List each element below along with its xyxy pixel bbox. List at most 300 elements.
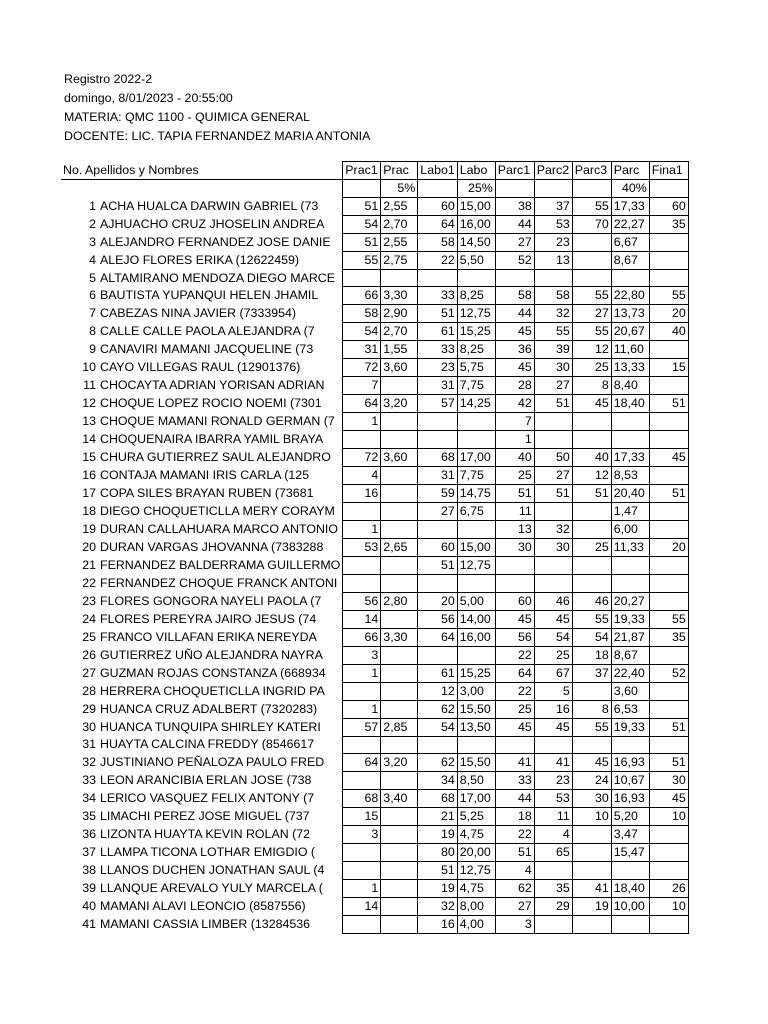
fina1-cell bbox=[649, 252, 688, 270]
labo1-cell: 61 bbox=[418, 664, 457, 682]
parc1-cell: 25 bbox=[495, 700, 534, 718]
weight-prac1 bbox=[343, 180, 381, 198]
table-row bbox=[61, 557, 688, 575]
prac1-cell: 55 bbox=[343, 252, 381, 270]
parc3-cell: 24 bbox=[572, 772, 611, 790]
parc2-cell: 54 bbox=[534, 628, 572, 646]
table-row bbox=[61, 503, 688, 521]
prac-cell: 1,55 bbox=[381, 341, 418, 359]
parc2-cell: 51 bbox=[534, 485, 572, 503]
labo-cell: 16,00 bbox=[457, 216, 495, 234]
labo1-cell bbox=[418, 270, 457, 287]
student-name: FLORES PEREYRA JAIRO JESUS (74 bbox=[100, 611, 317, 626]
table-row bbox=[61, 234, 688, 252]
fina1-cell bbox=[649, 413, 688, 431]
parc-cell: 8,53 bbox=[611, 467, 649, 485]
parc1-cell: 60 bbox=[495, 592, 534, 610]
labo-cell: 4,75 bbox=[457, 880, 495, 898]
labo-cell: 8,25 bbox=[457, 287, 495, 305]
student-name: FRANCO VILLAFAN ERIKA NEREYDA bbox=[100, 629, 317, 644]
parc3-cell bbox=[572, 862, 611, 880]
prac1-cell: 1 bbox=[343, 664, 381, 682]
parc3-cell: 25 bbox=[572, 539, 611, 557]
prac1-cell: 72 bbox=[343, 359, 381, 377]
labo-cell: 17,00 bbox=[457, 790, 495, 808]
parc1-cell: 40 bbox=[495, 449, 534, 467]
parc1-cell: 41 bbox=[495, 754, 534, 772]
prac-cell bbox=[381, 431, 418, 449]
fina1-cell bbox=[649, 503, 688, 521]
parc2-cell: 25 bbox=[534, 646, 572, 664]
parc2-cell: 65 bbox=[534, 844, 572, 862]
parc3-cell bbox=[572, 826, 611, 844]
labo-cell: 5,75 bbox=[457, 359, 495, 377]
prac-cell bbox=[381, 844, 418, 862]
student-name: GUZMAN ROJAS CONSTANZA (668934 bbox=[100, 665, 326, 680]
fina1-cell: 45 bbox=[649, 790, 688, 808]
table-row bbox=[61, 736, 688, 753]
student-name: LLAMPA TICONA LOTHAR EMIGDIO ( bbox=[100, 845, 316, 860]
parc3-cell: 27 bbox=[572, 305, 611, 323]
student-name: HERRERA CHOQUETICLLA INGRID PA bbox=[100, 683, 325, 698]
student-name: GUTIERREZ UÑO ALEJANDRA NAYRA bbox=[100, 647, 323, 662]
prac-cell bbox=[381, 682, 418, 700]
prac-cell: 2,65 bbox=[381, 539, 418, 557]
fina1-cell bbox=[649, 646, 688, 664]
labo1-cell bbox=[418, 521, 457, 539]
parc3-cell bbox=[572, 916, 611, 934]
prac1-cell: 72 bbox=[343, 449, 381, 467]
student-name: ALTAMIRANO MENDOZA DIEGO MARCE bbox=[100, 270, 335, 285]
prac-cell bbox=[381, 736, 418, 753]
prac1-cell bbox=[343, 772, 381, 790]
prac1-cell: 66 bbox=[343, 287, 381, 305]
prac1-cell: 1 bbox=[343, 880, 381, 898]
table-row bbox=[61, 646, 688, 664]
fina1-cell: 10 bbox=[649, 808, 688, 826]
parc3-cell: 55 bbox=[572, 610, 611, 628]
table-row bbox=[61, 754, 688, 772]
labo-cell: 20,00 bbox=[457, 844, 495, 862]
labo-cell: 8,50 bbox=[457, 772, 495, 790]
parc-cell: 3,47 bbox=[611, 826, 649, 844]
prac-cell bbox=[381, 485, 418, 503]
prac1-cell: 66 bbox=[343, 628, 381, 646]
table-row bbox=[61, 700, 688, 718]
parc-cell: 1,47 bbox=[611, 503, 649, 521]
parc3-cell: 46 bbox=[572, 592, 611, 610]
prac-cell bbox=[381, 664, 418, 682]
parc1-cell: 13 bbox=[495, 521, 534, 539]
fina1-cell bbox=[649, 736, 688, 753]
labo-cell bbox=[457, 575, 495, 592]
parc-cell: 6,67 bbox=[611, 234, 649, 252]
student-name: FLORES GONGORA NAYELI PAOLA (7 bbox=[100, 593, 322, 608]
table-row bbox=[61, 198, 688, 216]
parc-cell: 5,20 bbox=[611, 808, 649, 826]
labo-cell: 5,50 bbox=[457, 252, 495, 270]
row-number: 35 bbox=[82, 809, 96, 824]
parc3-cell bbox=[572, 682, 611, 700]
prac-cell bbox=[381, 646, 418, 664]
parc2-cell: 58 bbox=[534, 287, 572, 305]
parc3-cell: 10 bbox=[572, 808, 611, 826]
table-row bbox=[61, 323, 688, 341]
fina1-cell bbox=[649, 431, 688, 449]
weight-parc: 40% bbox=[611, 180, 649, 198]
prac-cell bbox=[381, 377, 418, 395]
parc-cell bbox=[611, 736, 649, 753]
parc3-cell bbox=[572, 270, 611, 287]
fina1-cell bbox=[649, 826, 688, 844]
student-name: COPA SILES BRAYAN RUBEN (73681 bbox=[100, 486, 314, 501]
row-number: 38 bbox=[82, 863, 96, 878]
prac-cell: 3,40 bbox=[381, 790, 418, 808]
fina1-cell bbox=[649, 700, 688, 718]
student-name: CHOQUENAIRA IBARRA YAMIL BRAYA bbox=[100, 432, 324, 447]
parc-cell: 19,33 bbox=[611, 718, 649, 736]
table-row bbox=[61, 808, 688, 826]
parc-cell bbox=[611, 862, 649, 880]
prac-cell bbox=[381, 575, 418, 592]
prac-cell bbox=[381, 467, 418, 485]
labo-cell: 15,50 bbox=[457, 754, 495, 772]
student-name: CHOCAYTA ADRIAN YORISAN ADRIAN bbox=[100, 378, 325, 393]
parc3-cell bbox=[572, 503, 611, 521]
parc-cell: 6,00 bbox=[611, 521, 649, 539]
parc-cell: 10,00 bbox=[611, 898, 649, 916]
student-name: FERNANDEZ BALDERRAMA GUILLERMO bbox=[100, 558, 341, 573]
prac-cell bbox=[381, 916, 418, 934]
prac1-cell: 53 bbox=[343, 539, 381, 557]
row-number: 2 bbox=[89, 217, 96, 231]
parc3-cell bbox=[572, 413, 611, 431]
prac1-cell: 3 bbox=[343, 826, 381, 844]
parc3-cell bbox=[572, 252, 611, 270]
parc1-cell: 36 bbox=[495, 341, 534, 359]
labo1-cell: 57 bbox=[418, 395, 457, 413]
prac-cell: 2,55 bbox=[381, 198, 418, 216]
student-name: CABEZAS NINA JAVIER (7333954) bbox=[100, 306, 297, 321]
row-number: 29 bbox=[82, 701, 96, 716]
parc3-cell: 45 bbox=[572, 395, 611, 413]
prac1-cell: 58 bbox=[343, 305, 381, 323]
student-name: LEON ARANCIBIA ERLAN JOSE (738 bbox=[100, 773, 312, 788]
parc1-cell: 38 bbox=[495, 198, 534, 216]
parc2-cell: 32 bbox=[534, 305, 572, 323]
parc1-cell: 1 bbox=[495, 431, 534, 449]
parc-cell bbox=[611, 575, 649, 592]
labo-cell: 15,50 bbox=[457, 700, 495, 718]
parc2-cell bbox=[534, 431, 572, 449]
labo-cell: 12,75 bbox=[457, 557, 495, 575]
parc1-cell: 11 bbox=[495, 503, 534, 521]
fina1-cell: 26 bbox=[649, 880, 688, 898]
prac-cell bbox=[381, 521, 418, 539]
parc3-cell: 55 bbox=[572, 198, 611, 216]
row-number: 17 bbox=[82, 486, 96, 501]
parc3-cell bbox=[572, 575, 611, 592]
fina1-cell bbox=[649, 592, 688, 610]
student-name: CHURA GUTIERREZ SAUL ALEJANDRO bbox=[100, 450, 331, 465]
prac-cell: 3,60 bbox=[381, 359, 418, 377]
prac1-cell bbox=[343, 862, 381, 880]
teacher-line: DOCENTE: LIC. TAPIA FERNANDEZ MARIA ANTONIA bbox=[64, 129, 371, 143]
parc3-cell: 70 bbox=[572, 216, 611, 234]
prac-cell: 2,55 bbox=[381, 234, 418, 252]
parc-cell: 22,80 bbox=[611, 287, 649, 305]
parc-cell: 16,93 bbox=[611, 754, 649, 772]
prac1-cell: 1 bbox=[343, 413, 381, 431]
labo-cell bbox=[457, 521, 495, 539]
labo-cell: 5,25 bbox=[457, 808, 495, 826]
labo1-cell: 51 bbox=[418, 305, 457, 323]
prac-cell bbox=[381, 503, 418, 521]
student-name: DURAN VARGAS JHOVANNA (7383288 bbox=[100, 540, 324, 555]
labo1-cell: 64 bbox=[418, 216, 457, 234]
parc2-cell: 32 bbox=[534, 521, 572, 539]
labo-cell bbox=[457, 413, 495, 431]
row-number: 20 bbox=[82, 540, 96, 555]
student-name: LIZONTA HUAYTA KEVIN ROLAN (72 bbox=[100, 827, 311, 842]
fina1-cell: 52 bbox=[649, 664, 688, 682]
parc3-cell: 40 bbox=[572, 449, 611, 467]
labo-cell: 14,25 bbox=[457, 395, 495, 413]
table-row bbox=[61, 395, 688, 413]
labo-cell: 14,00 bbox=[457, 610, 495, 628]
parc3-cell: 30 bbox=[572, 790, 611, 808]
table-row bbox=[61, 790, 688, 808]
table-row bbox=[61, 628, 688, 646]
parc-cell: 8,67 bbox=[611, 646, 649, 664]
student-name: AJHUACHO CRUZ JHOSELIN ANDREA bbox=[100, 217, 325, 231]
table-row bbox=[61, 377, 688, 395]
fina1-cell: 10 bbox=[649, 898, 688, 916]
parc1-cell: 28 bbox=[495, 377, 534, 395]
parc1-cell: 56 bbox=[495, 628, 534, 646]
labo1-cell: 31 bbox=[418, 467, 457, 485]
labo-cell: 12,75 bbox=[457, 305, 495, 323]
weight-labo: 25% bbox=[457, 180, 495, 198]
fina1-cell bbox=[649, 862, 688, 880]
labo-cell: 4,75 bbox=[457, 826, 495, 844]
row-number: 23 bbox=[82, 593, 96, 608]
row-number: 22 bbox=[82, 576, 96, 591]
parc-cell: 8,67 bbox=[611, 252, 649, 270]
table-row bbox=[61, 485, 688, 503]
parc-cell: 13,73 bbox=[611, 305, 649, 323]
table-row bbox=[61, 216, 688, 234]
parc1-cell: 22 bbox=[495, 646, 534, 664]
fina1-cell bbox=[649, 341, 688, 359]
labo1-cell bbox=[418, 736, 457, 753]
labo-cell: 7,75 bbox=[457, 467, 495, 485]
row-number: 27 bbox=[82, 665, 96, 680]
parc2-cell: 23 bbox=[534, 234, 572, 252]
fina1-cell bbox=[649, 270, 688, 287]
fina1-cell: 45 bbox=[649, 449, 688, 467]
parc1-cell: 25 bbox=[495, 467, 534, 485]
labo1-cell: 19 bbox=[418, 826, 457, 844]
labo1-cell: 34 bbox=[418, 772, 457, 790]
prac1-cell bbox=[343, 682, 381, 700]
prac1-cell bbox=[343, 736, 381, 753]
parc1-cell: 58 bbox=[495, 287, 534, 305]
labo-cell: 17,00 bbox=[457, 449, 495, 467]
prac1-cell bbox=[343, 916, 381, 934]
prac-cell: 3,20 bbox=[381, 395, 418, 413]
fina1-cell bbox=[649, 916, 688, 934]
parc3-cell: 55 bbox=[572, 718, 611, 736]
parc2-cell bbox=[534, 916, 572, 934]
parc3-cell: 51 bbox=[572, 485, 611, 503]
parc1-cell bbox=[495, 557, 534, 575]
parc2-cell: 51 bbox=[534, 395, 572, 413]
row-number: 10 bbox=[82, 360, 96, 375]
parc-cell: 20,40 bbox=[611, 485, 649, 503]
parc3-cell bbox=[572, 431, 611, 449]
prac1-cell: 15 bbox=[343, 808, 381, 826]
column-header-fina1: Fina1 bbox=[649, 162, 688, 180]
labo-cell bbox=[457, 431, 495, 449]
labo1-cell: 22 bbox=[418, 252, 457, 270]
parc-cell: 20,27 bbox=[611, 592, 649, 610]
labo1-cell: 56 bbox=[418, 610, 457, 628]
parc1-cell: 27 bbox=[495, 234, 534, 252]
prac-cell: 3,30 bbox=[381, 287, 418, 305]
student-name: LLANOS DUCHEN JONATHAN SAUL (4 bbox=[100, 863, 325, 878]
parc2-cell: 35 bbox=[534, 880, 572, 898]
labo1-cell: 33 bbox=[418, 341, 457, 359]
prac1-cell: 14 bbox=[343, 898, 381, 916]
column-header-name: No. Apellidos y Nombres bbox=[63, 162, 199, 177]
table-row bbox=[61, 664, 688, 682]
prac-cell bbox=[381, 270, 418, 287]
parc2-cell: 29 bbox=[534, 898, 572, 916]
parc1-cell: 4 bbox=[495, 862, 534, 880]
labo1-cell: 61 bbox=[418, 323, 457, 341]
parc1-cell: 62 bbox=[495, 880, 534, 898]
parc2-cell bbox=[534, 736, 572, 753]
labo1-cell: 59 bbox=[418, 485, 457, 503]
parc3-cell: 45 bbox=[572, 754, 611, 772]
labo1-cell: 21 bbox=[418, 808, 457, 826]
prac-cell bbox=[381, 898, 418, 916]
column-header-prac1: Prac1 bbox=[343, 162, 381, 180]
weight-fina1 bbox=[649, 180, 688, 198]
row-number: 1 bbox=[89, 199, 96, 213]
student-name: CHOQUE LOPEZ ROCIO NOEMI (7301 bbox=[100, 396, 322, 411]
student-name: BAUTISTA YUPANQUI HELEN JHAMIL bbox=[100, 288, 319, 303]
prac1-cell: 3 bbox=[343, 646, 381, 664]
parc1-cell: 44 bbox=[495, 790, 534, 808]
student-name: ALEJANDRO FERNANDEZ JOSE DANIE bbox=[100, 235, 331, 249]
table-row bbox=[61, 898, 688, 916]
prac1-cell: 31 bbox=[343, 341, 381, 359]
parc3-cell: 54 bbox=[572, 628, 611, 646]
table-row bbox=[61, 682, 688, 700]
labo-cell: 5,00 bbox=[457, 592, 495, 610]
student-name: HUAYTA CALCINA FREDDY (8546617 bbox=[100, 737, 315, 752]
row-number: 12 bbox=[82, 396, 96, 411]
parc1-cell: 44 bbox=[495, 216, 534, 234]
row-number: 24 bbox=[82, 611, 96, 626]
row-number: 36 bbox=[82, 827, 96, 842]
parc-cell: 18,40 bbox=[611, 880, 649, 898]
fina1-cell: 30 bbox=[649, 772, 688, 790]
fina1-cell bbox=[649, 557, 688, 575]
row-number: 31 bbox=[82, 737, 96, 752]
parc3-cell: 55 bbox=[572, 323, 611, 341]
parc2-cell bbox=[534, 862, 572, 880]
fina1-cell: 55 bbox=[649, 287, 688, 305]
prac-cell bbox=[381, 700, 418, 718]
prac-cell: 2,70 bbox=[381, 323, 418, 341]
labo-cell: 4,00 bbox=[457, 916, 495, 934]
prac1-cell bbox=[343, 503, 381, 521]
prac-cell bbox=[381, 557, 418, 575]
table-row bbox=[61, 287, 688, 305]
table-row bbox=[61, 718, 688, 736]
prac1-cell: 64 bbox=[343, 754, 381, 772]
prac1-cell: 1 bbox=[343, 521, 381, 539]
fina1-cell: 15 bbox=[649, 359, 688, 377]
parc3-cell bbox=[572, 521, 611, 539]
table-row bbox=[61, 826, 688, 844]
parc3-cell: 8 bbox=[572, 377, 611, 395]
parc1-cell: 7 bbox=[495, 413, 534, 431]
table-row bbox=[61, 610, 688, 628]
parc2-cell: 27 bbox=[534, 467, 572, 485]
column-header-parc3: Parc3 bbox=[572, 162, 611, 180]
parc3-cell bbox=[572, 234, 611, 252]
row-number: 9 bbox=[89, 342, 96, 357]
labo-cell bbox=[457, 270, 495, 287]
parc1-cell: 30 bbox=[495, 539, 534, 557]
parc2-cell bbox=[534, 557, 572, 575]
parc-cell: 8,40 bbox=[611, 377, 649, 395]
parc1-cell: 51 bbox=[495, 485, 534, 503]
labo1-cell: 62 bbox=[418, 754, 457, 772]
table-row bbox=[61, 539, 688, 557]
table-row bbox=[61, 252, 688, 270]
parc1-cell bbox=[495, 270, 534, 287]
parc2-cell: 53 bbox=[534, 216, 572, 234]
row-number: 37 bbox=[82, 845, 96, 860]
labo-cell: 15,25 bbox=[457, 664, 495, 682]
student-name: CHOQUE MAMANI RONALD GERMAN (7 bbox=[100, 414, 335, 429]
parc2-cell: 37 bbox=[534, 198, 572, 216]
labo1-cell: 12 bbox=[418, 682, 457, 700]
table-row bbox=[61, 305, 688, 323]
table-header-row bbox=[61, 162, 688, 180]
parc-cell: 13,33 bbox=[611, 359, 649, 377]
prac1-cell: 16 bbox=[343, 485, 381, 503]
parc2-cell: 46 bbox=[534, 592, 572, 610]
fina1-cell: 35 bbox=[649, 216, 688, 234]
parc2-cell: 41 bbox=[534, 754, 572, 772]
parc2-cell: 50 bbox=[534, 449, 572, 467]
row-number: 4 bbox=[89, 253, 96, 267]
labo1-cell: 31 bbox=[418, 377, 457, 395]
labo1-cell: 62 bbox=[418, 700, 457, 718]
weight-labo1 bbox=[418, 180, 457, 198]
parc-cell: 15,47 bbox=[611, 844, 649, 862]
parc2-cell: 30 bbox=[534, 539, 572, 557]
labo1-cell: 51 bbox=[418, 862, 457, 880]
column-header-parc2: Parc2 bbox=[534, 162, 572, 180]
parc3-cell: 8 bbox=[572, 700, 611, 718]
